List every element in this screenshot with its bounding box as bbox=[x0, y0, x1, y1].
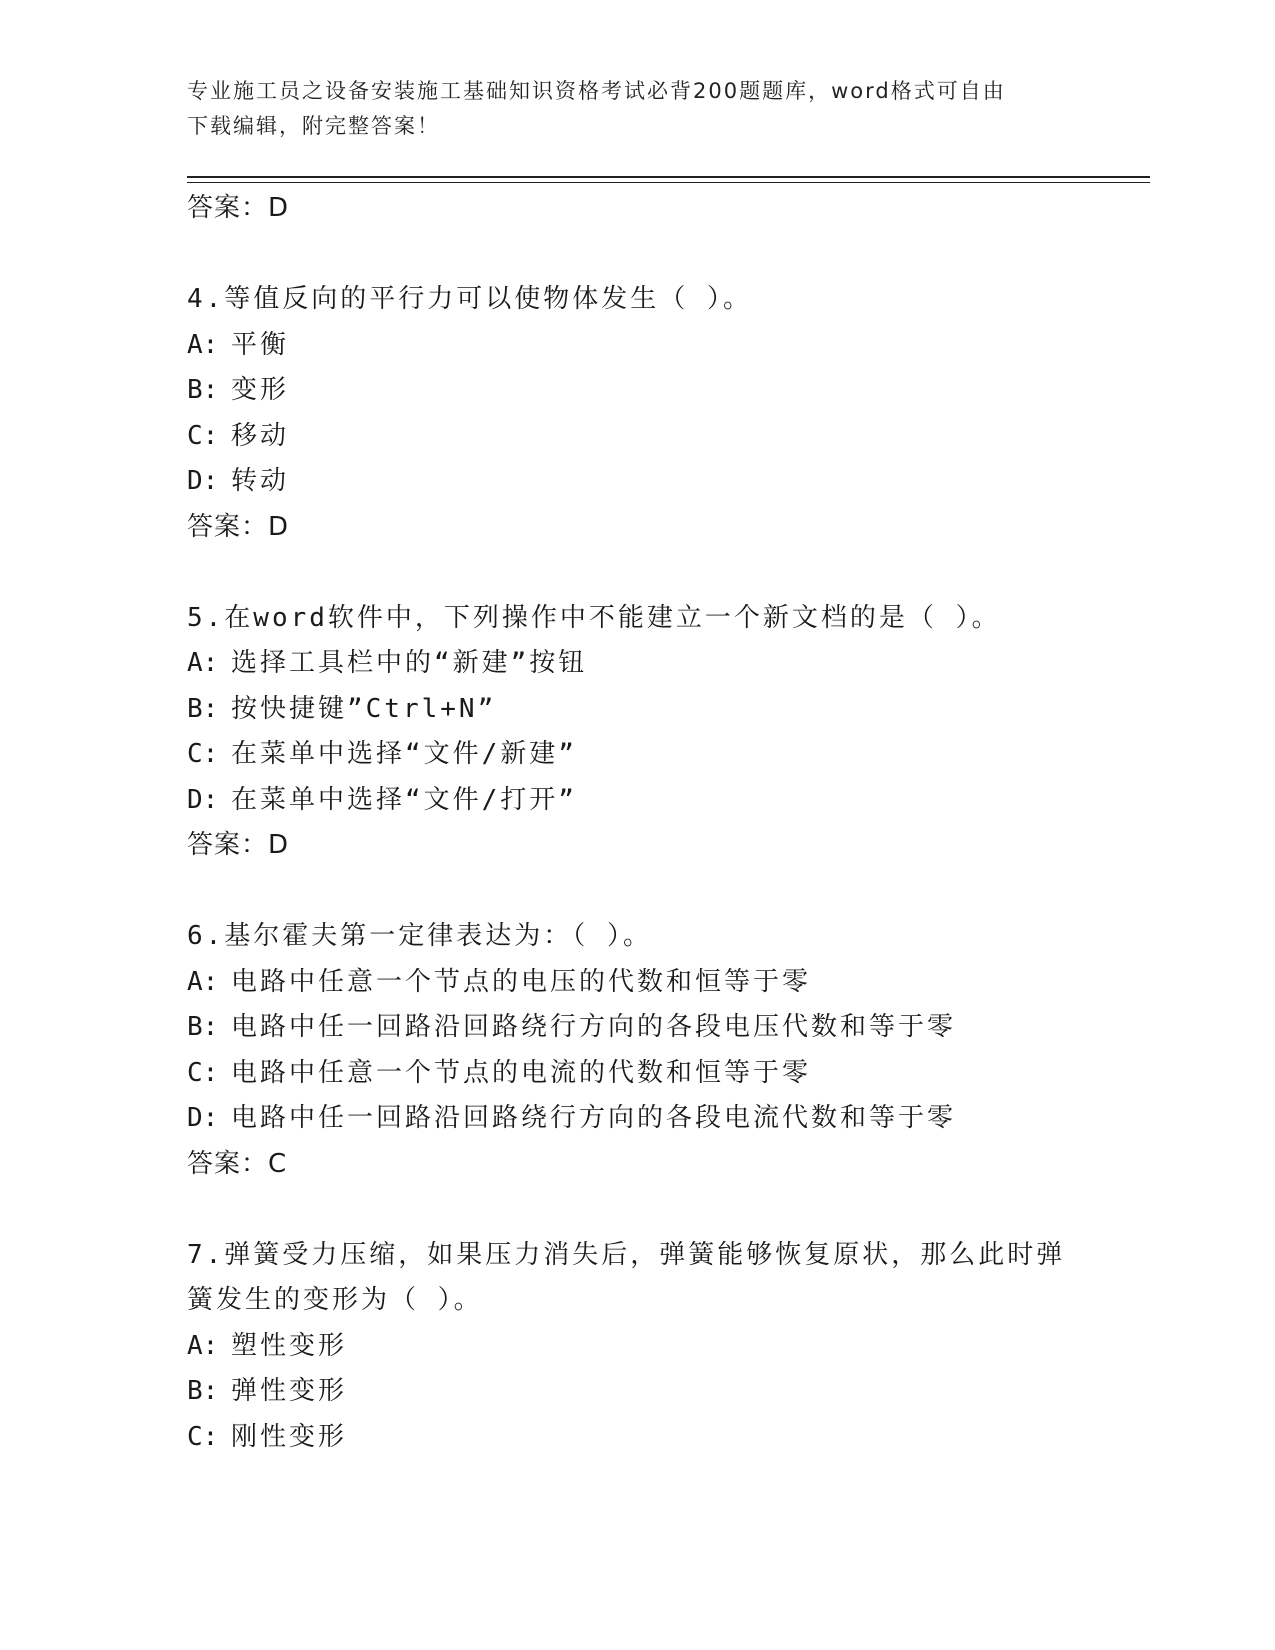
option-letter: A: bbox=[187, 648, 219, 678]
answer-line: 答案：C bbox=[187, 1148, 288, 1179]
question-block bbox=[187, 596, 1087, 869]
option-letter: B: bbox=[187, 1376, 219, 1406]
option-letter: D: bbox=[187, 784, 219, 815]
option-text: 变形 bbox=[231, 375, 290, 405]
option-d[interactable] bbox=[187, 1096, 1087, 1142]
option-letter: B: bbox=[187, 1012, 219, 1042]
option-letter: A: bbox=[187, 329, 219, 360]
option-text: 在菜单中选择“文件/新建” bbox=[231, 739, 577, 769]
option-letter: B: bbox=[187, 693, 219, 724]
option-letter: B: bbox=[187, 375, 219, 405]
question-block bbox=[187, 277, 1087, 550]
option-d[interactable] bbox=[187, 778, 1087, 824]
question-block bbox=[187, 1233, 1087, 1461]
spacer bbox=[187, 1187, 1087, 1233]
option-letter: D: bbox=[187, 1103, 219, 1133]
header-line-2: 下载编辑，附完整答案！ bbox=[187, 114, 440, 138]
question-list bbox=[187, 186, 1087, 1460]
spacer bbox=[187, 232, 1087, 278]
question-stem-continued: 簧发生的变形为（ ）。 bbox=[187, 1285, 483, 1315]
option-c[interactable] bbox=[187, 1051, 1087, 1097]
option-text: 电路中任意一个节点的电流的代数和恒等于零 bbox=[231, 1057, 812, 1088]
option-letter: C: bbox=[187, 420, 219, 451]
option-text: 转动 bbox=[231, 466, 290, 496]
option-a[interactable] bbox=[187, 960, 1087, 1006]
option-a[interactable] bbox=[187, 641, 1087, 687]
option-text: 刚性变形 bbox=[231, 1421, 348, 1452]
header-rule-thin bbox=[187, 182, 1150, 183]
option-a[interactable] bbox=[187, 1324, 1087, 1370]
previous-answer: 答案：D bbox=[187, 193, 290, 223]
option-c[interactable] bbox=[187, 1415, 1087, 1461]
option-letter: A: bbox=[187, 1330, 219, 1361]
question-stem: 5.在word软件中，下列操作中不能建立一个新文档的是（ ）。 bbox=[187, 602, 1001, 633]
option-letter: C: bbox=[187, 739, 219, 769]
header-line-1: 专业施工员之设备安装施工基础知识资格考试必背200题题库，word格式可自由 bbox=[187, 79, 1006, 103]
option-text: 电路中任一回路沿回路绕行方向的各段电流代数和等于零 bbox=[231, 1103, 957, 1133]
option-d[interactable] bbox=[187, 459, 1087, 505]
option-b[interactable] bbox=[187, 368, 1087, 414]
option-letter: A: bbox=[187, 966, 219, 997]
question-stem: 7.弹簧受力压缩，如果压力消失后，弹簧能够恢复原状，那么此时弹 bbox=[187, 1239, 1066, 1270]
option-b[interactable] bbox=[187, 687, 1087, 733]
option-text: 弹性变形 bbox=[231, 1376, 348, 1406]
option-letter: C: bbox=[187, 1421, 219, 1452]
answer-line: 答案：D bbox=[187, 830, 290, 860]
question-stem: 6.基尔霍夫第一定律表达为：（ ）。 bbox=[187, 921, 652, 951]
option-text: 移动 bbox=[231, 420, 290, 451]
option-letter: D: bbox=[187, 466, 219, 496]
option-text: 在菜单中选择“文件/打开” bbox=[231, 784, 577, 815]
spacer bbox=[187, 869, 1087, 915]
option-a[interactable] bbox=[187, 323, 1087, 369]
option-c[interactable] bbox=[187, 414, 1087, 460]
option-b[interactable] bbox=[187, 1005, 1087, 1051]
option-text: 电路中任一回路沿回路绕行方向的各段电压代数和等于零 bbox=[231, 1012, 957, 1042]
question-stem: 4.等值反向的平行力可以使物体发生（ ）。 bbox=[187, 284, 752, 314]
option-text: 按快捷键”Ctrl+N” bbox=[231, 693, 497, 724]
option-text: 选择工具栏中的“新建”按钮 bbox=[231, 648, 588, 678]
option-letter: C: bbox=[187, 1057, 219, 1088]
option-text: 平衡 bbox=[231, 329, 290, 360]
option-text: 塑性变形 bbox=[231, 1330, 348, 1361]
option-text: 电路中任意一个节点的电压的代数和恒等于零 bbox=[231, 966, 812, 997]
document-header bbox=[187, 74, 1087, 144]
option-b[interactable] bbox=[187, 1369, 1087, 1415]
spacer bbox=[187, 550, 1087, 596]
question-block bbox=[187, 914, 1087, 1187]
header-rule-thick bbox=[187, 176, 1150, 178]
option-c[interactable] bbox=[187, 732, 1087, 778]
answer-line: 答案：D bbox=[187, 511, 290, 542]
